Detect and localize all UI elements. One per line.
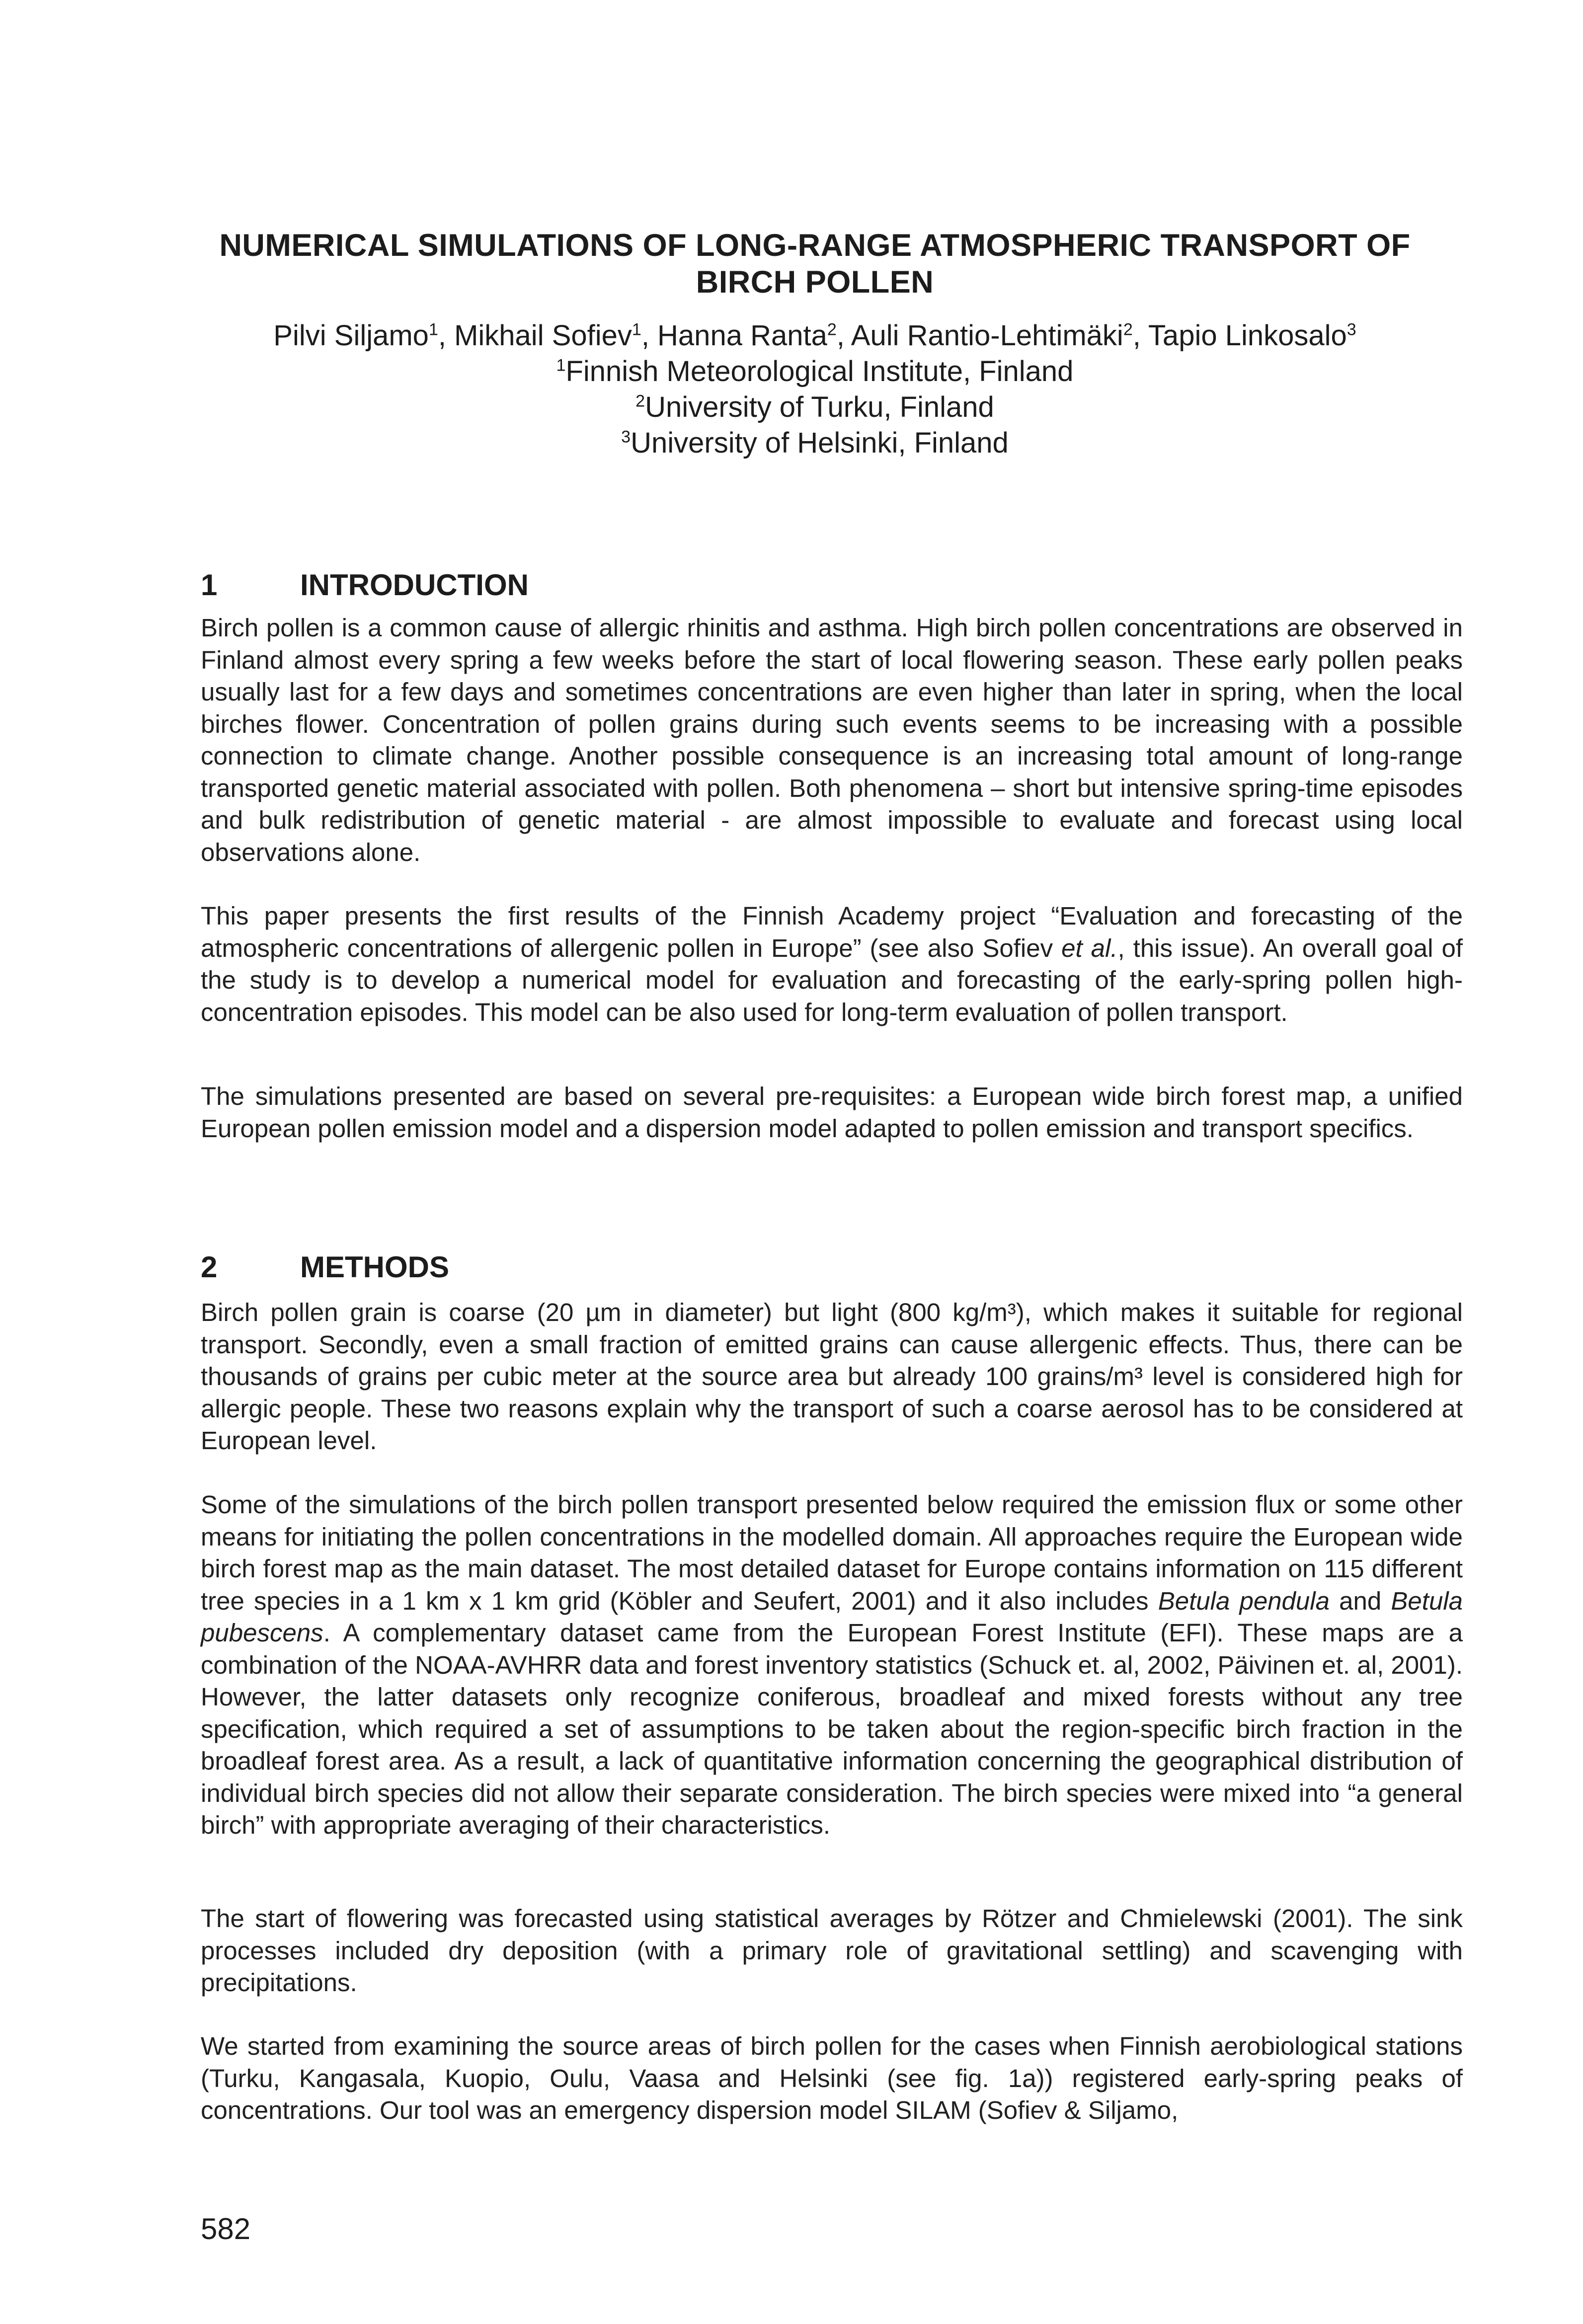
italic-text: et al.	[1061, 933, 1118, 962]
intro-paragraph-2	[201, 900, 1463, 1028]
affiliation-marker: 3	[1346, 320, 1356, 339]
text-run: . A complementary dataset came from the European Forest Institute (EFI). These maps are a combination of the NOAA-AVHRR data and forest inventory statistics (Schuck et. al, 2002, Päivinen et. al, 2001). However, the latter datasets only recognize coniferous, broadleaf and mixed forests without any tree specification, which required a set of assumptions to be taken about the region-specific birch fraction in the broadleaf forest area. As a result, a lack of quantitative information concerning the geographical distribution of individual birch species did not allow their separate consideration. The birch species were mixed into “a general birch” with appropriate averaging of their characteristics.	[201, 1619, 1463, 1839]
affiliation-marker: 2	[1123, 320, 1133, 339]
affiliation-3	[189, 425, 1441, 461]
section-number: 2	[201, 1250, 218, 1284]
affiliation-text: Finnish Meteorological Institute, Finland	[565, 355, 1074, 387]
intro-paragraph-1: Birch pollen is a common cause of allergic rhinitis and asthma. High birch pollen concentrations are observed in Finland almost every spring a few weeks before the start of local flowering season. These early pollen peaks usually last for a few days and sometimes concentrations are even higher than later in spring, when the local birches flower. Concentration of pollen grains during such events seems to be increasing with a possible connection to climate change. Another possible consequence is an increasing total amount of long-range transported genetic material associated with pollen. Both phenomena – short but intensive spring-time episodes and bulk redistribution of genetic material - are almost impossible to evaluate and forecast using local observations alone.	[201, 614, 1463, 866]
author-name: , Tapio Linkosalo	[1132, 319, 1347, 352]
methods-paragraph-2	[201, 1489, 1463, 1842]
section-title: METHODS	[300, 1250, 449, 1284]
affiliation-text: University of Turku, Finland	[645, 391, 994, 423]
affiliation-marker: 1	[632, 320, 641, 339]
author-name: , Mikhail Sofiev	[438, 319, 632, 352]
section-heading-introduction	[201, 568, 529, 603]
title-line-2: BIRCH POLLEN	[696, 265, 934, 300]
author-name: Pilvi Siljamo	[273, 319, 429, 352]
affiliation-text: University of Helsinki, Finland	[631, 427, 1009, 459]
affiliation-marker: 3	[621, 427, 631, 447]
text-run: This paper presents the first results of the Finnish Academy project “Evaluation and forecasting of the atmospheric concentrations of allergenic pollen in Europe” (see also Sofiev	[201, 902, 1463, 962]
italic-text: Betula pendula	[1158, 1586, 1330, 1615]
section-title: INTRODUCTION	[300, 568, 529, 602]
title-line-1: NUMERICAL SIMULATIONS OF LONG-RANGE ATMOSPHERIC TRANSPORT OF	[219, 228, 1411, 263]
page-number: 582	[201, 2212, 251, 2246]
affiliation-2	[189, 389, 1441, 425]
affiliation-marker: 1	[428, 320, 438, 339]
methods-paragraph-1: Birch pollen grain is coarse (20 µm in diameter) but light (800 kg/m³), which makes it suitable for regional transport. Secondly, even a small fraction of emitted grains can cause allergenic effects. Thus, there can be thousands of grains per cubic meter at the source area but already 100 grains/m³ level is considered high for allergic people. These two reasons explain why the transport of such a coarse aerosol has to be considered at European level.	[201, 1298, 1463, 1455]
section-number: 1	[201, 568, 218, 602]
methods-paragraph-3: The start of flowering was forecasted using statistical averages by Rötzer and Chmielewski (2001). The sink processes included dry deposition (with a primary role of gravitational settling) and scavenging with precipitations.	[201, 1904, 1463, 1997]
author-name: , Hanna Ranta	[641, 319, 827, 352]
author-block	[189, 318, 1441, 461]
paper-title	[189, 227, 1441, 301]
intro-paragraph-3: The simulations presented are based on several pre-requisites: a European wide birch forest map, a unified European pollen emission model and a dispersion model adapted to pollen emission and transport specifics.	[201, 1082, 1463, 1143]
affiliation-1	[189, 354, 1441, 389]
text-run: , this issue). An overall goal of the study is to develop a numerical model for evaluation and forecasting of the early-spring pollen high-concentration episodes. This model can be also used for long-term evaluation of pollen transport.	[201, 933, 1463, 1026]
author-name: , Auli Rantio-Lehtimäki	[836, 319, 1123, 352]
section-heading-methods	[201, 1250, 449, 1285]
italic-text: Betula pubescens	[201, 1586, 1463, 1647]
text-run: Some of the simulations of the birch pollen transport presented below required the emission flux or some other means for initiating the pollen concentrations in the modelled domain. All approaches require the European wide birch forest map as the main dataset. The most detailed dataset for Europe contains information on 115 different tree species in a 1 km x 1 km grid (Köbler and Seufert, 2001) and it also includes	[201, 1490, 1463, 1615]
text-run: and	[1329, 1586, 1391, 1615]
author-list	[189, 318, 1441, 354]
methods-paragraph-4: We started from examining the source areas of birch pollen for the cases when Finnish aerobiological stations (Turku, Kangasala, Kuopio, Oulu, Vaasa and Helsinki (see fig. 1a)) registered early-spring peaks of concentrations. Our tool was an emergency dispersion model SILAM (Sofiev & Siljamo,	[201, 2032, 1463, 2124]
affiliation-marker: 2	[635, 391, 645, 411]
affiliation-marker: 1	[556, 356, 566, 375]
affiliation-marker: 2	[827, 320, 837, 339]
